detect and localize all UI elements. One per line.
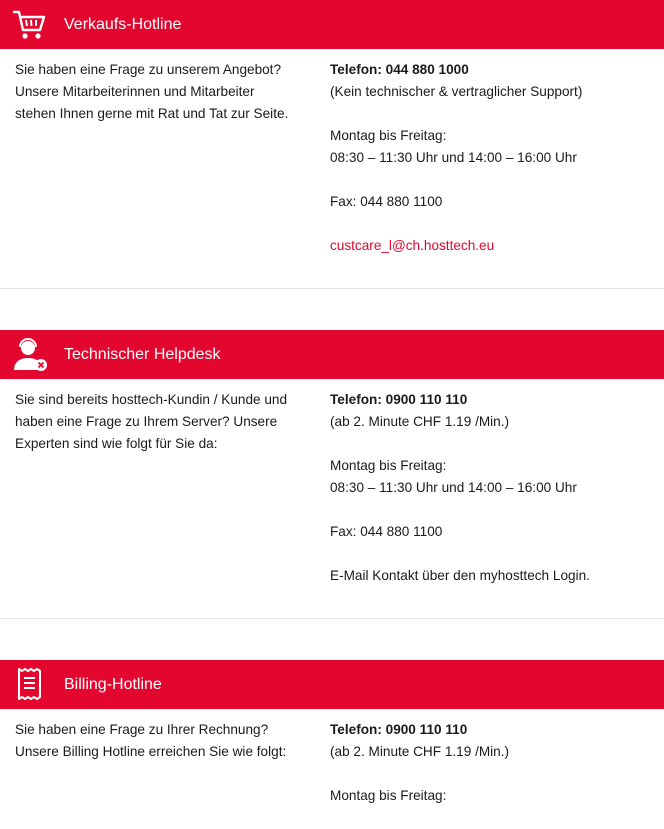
fax-number: Fax: 044 880 1100 bbox=[330, 194, 443, 209]
hours-value: 08:30 – 11:30 Uhr und 14:00 – 16:00 Uhr bbox=[330, 480, 577, 495]
description-line: Sie haben eine Frage zu unserem Angebot? bbox=[15, 62, 282, 77]
billing-hotline-section bbox=[0, 660, 664, 829]
hours-label: Montag bis Freitag: bbox=[330, 458, 447, 473]
sales-hotline-header bbox=[0, 0, 664, 49]
section-title: Technischer Helpdesk bbox=[64, 346, 221, 363]
description-line: Unsere Billing Hotline erreichen Sie wie folgt: bbox=[15, 744, 287, 759]
phone-number[interactable]: Telefon: 0900 110 110 bbox=[330, 392, 468, 407]
fax-number: Fax: 044 880 1100 bbox=[330, 524, 443, 539]
receipt-icon bbox=[12, 666, 48, 702]
technical-helpdesk-header bbox=[0, 330, 664, 379]
contact-details bbox=[330, 59, 650, 257]
section-description bbox=[15, 719, 310, 763]
shopping-cart-icon bbox=[12, 6, 48, 42]
description-line: Unsere Mitarbeiterinnen und Mitarbeiter bbox=[15, 84, 255, 99]
description-line: Sie sind bereits hosttech-Kundin / Kunde und bbox=[15, 392, 288, 407]
description-line: stehen Ihnen gerne mit Rat und Tat zur Seite. bbox=[15, 106, 289, 121]
support-agent-icon bbox=[12, 336, 48, 372]
contact-details bbox=[330, 389, 650, 587]
billing-hotline-header bbox=[0, 660, 664, 709]
section-description bbox=[15, 59, 310, 125]
description-line: haben eine Frage zu Ihrem Server? Unsere bbox=[15, 414, 278, 429]
phone-note: (Kein technischer & vertraglicher Support) bbox=[330, 84, 583, 99]
section-title: Verkaufs-Hotline bbox=[64, 16, 182, 33]
description-line: Experten sind wie folgt für Sie da: bbox=[15, 436, 218, 451]
phone-number[interactable]: Telefon: 0900 110 110 bbox=[330, 722, 468, 737]
hours-label: Montag bis Freitag: bbox=[330, 788, 447, 803]
section-title: Billing-Hotline bbox=[64, 676, 162, 693]
hours-label: Montag bis Freitag: bbox=[330, 128, 447, 143]
technical-helpdesk-section bbox=[0, 330, 664, 660]
description-line: Sie haben eine Frage zu Ihrer Rechnung? bbox=[15, 722, 269, 737]
technical-helpdesk-body bbox=[0, 379, 664, 619]
billing-hotline-body bbox=[0, 709, 664, 829]
sales-hotline-section bbox=[0, 0, 664, 330]
section-description bbox=[15, 389, 310, 455]
email-link[interactable]: custcare_l@ch.hosttech.eu bbox=[330, 238, 495, 253]
phone-note: (ab 2. Minute CHF 1.19 /Min.) bbox=[330, 414, 510, 429]
phone-number[interactable]: Telefon: 044 880 1000 bbox=[330, 62, 469, 77]
contact-note: E-Mail Kontakt über den myhosttech Login. bbox=[330, 568, 590, 583]
contact-details bbox=[330, 719, 650, 807]
phone-note: (ab 2. Minute CHF 1.19 /Min.) bbox=[330, 744, 510, 759]
sales-hotline-body bbox=[0, 49, 664, 289]
hours-value: 08:30 – 11:30 Uhr und 14:00 – 16:00 Uhr bbox=[330, 150, 577, 165]
